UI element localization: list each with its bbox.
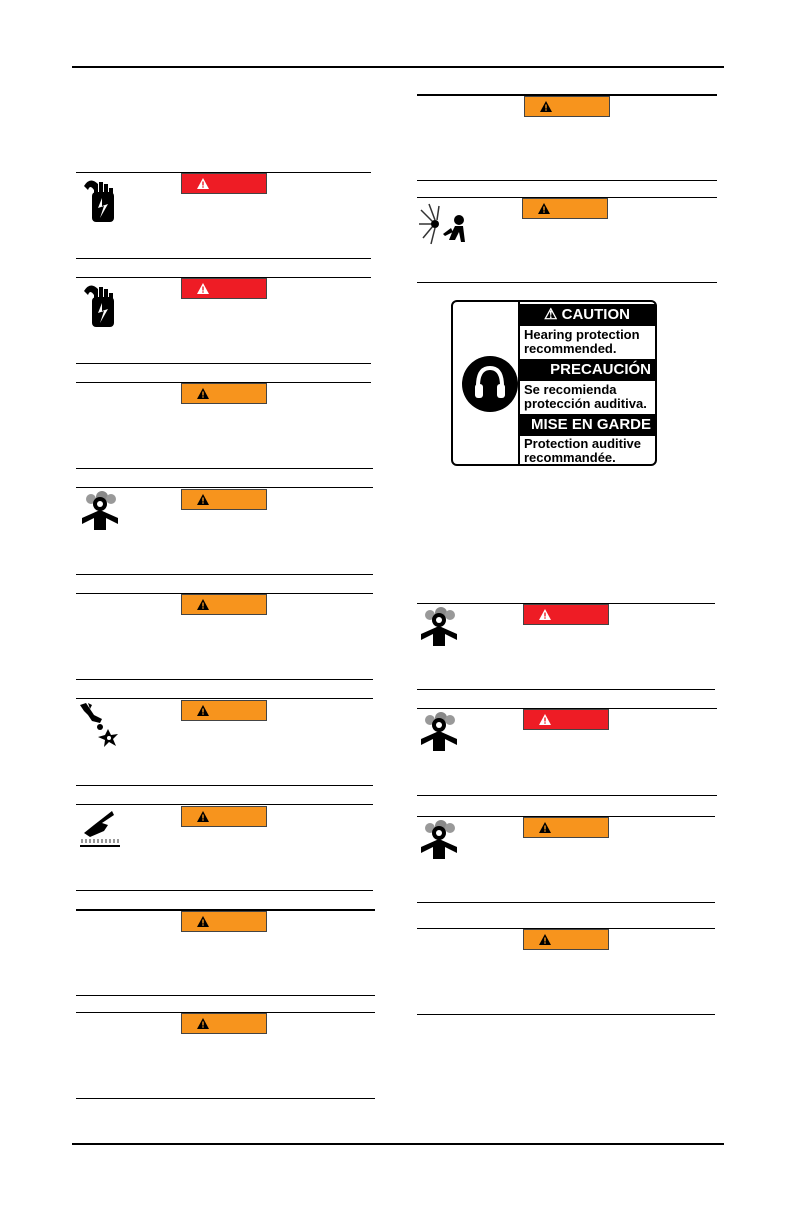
warning-badge: [181, 700, 267, 721]
block-divider: [76, 574, 373, 575]
block-divider: [76, 363, 371, 364]
warning-badge: [524, 96, 610, 117]
block-divider: [76, 890, 373, 891]
block-divider: [76, 995, 375, 996]
flying-debris-icon: [419, 200, 467, 251]
block-divider: [417, 689, 715, 690]
block-divider: [417, 180, 717, 181]
sign-mise-text: Protection auditive recommandée.: [524, 436, 642, 465]
danger-badge: [181, 173, 267, 194]
toxic-fumes-icon: [419, 819, 459, 866]
sign-divider: [518, 302, 520, 464]
warning-badge: [523, 817, 609, 838]
warning-badge: [523, 929, 609, 950]
toxic-fumes-icon: [80, 490, 120, 537]
warning-badge: [181, 911, 267, 932]
safety-block-warning-burn: [76, 804, 373, 805]
block-divider: [417, 795, 717, 796]
block-divider: [76, 679, 373, 680]
hearing-protection-icon: [462, 356, 518, 412]
toxic-fumes-icon: [419, 606, 459, 653]
sign-mise-heading: MISE EN GARDE: [519, 414, 655, 436]
warning-badge: [181, 383, 267, 404]
sign-precaucion-text: Se recomienda protección auditiva.: [524, 382, 647, 411]
footer-rule: [72, 1143, 724, 1145]
electric-shock-icon: [80, 176, 118, 233]
block-divider: [76, 468, 373, 469]
block-divider: [76, 785, 373, 786]
block-divider: [417, 902, 715, 903]
block-divider: [417, 282, 717, 283]
warning-badge: [522, 198, 608, 219]
toxic-fumes-icon: [419, 711, 459, 758]
danger-badge: [523, 604, 609, 625]
warning-badge: [181, 1013, 267, 1034]
electric-shock-icon: [80, 281, 118, 338]
block-divider: [76, 258, 371, 259]
safety-block-warning-entanglement: [76, 698, 373, 699]
warning-badge: [181, 806, 267, 827]
block-divider: [76, 1098, 375, 1099]
danger-badge: [523, 709, 609, 730]
hearing-protection-caution-sign: [451, 300, 657, 466]
warning-badge: [181, 489, 267, 510]
danger-badge: [181, 278, 267, 299]
sign-precaucion-heading: PRECAUCIÓN: [519, 359, 655, 381]
entanglement-icon: [78, 701, 120, 760]
sign-caution-heading: ⚠ CAUTION: [519, 304, 655, 326]
warning-badge: [181, 594, 267, 615]
burn-icon: [78, 807, 122, 858]
safety-block-warning-fumes: [76, 487, 373, 488]
sign-caution-text: Hearing protection recommended.: [524, 327, 640, 356]
header-rule: [72, 66, 724, 68]
block-divider: [417, 1014, 715, 1015]
